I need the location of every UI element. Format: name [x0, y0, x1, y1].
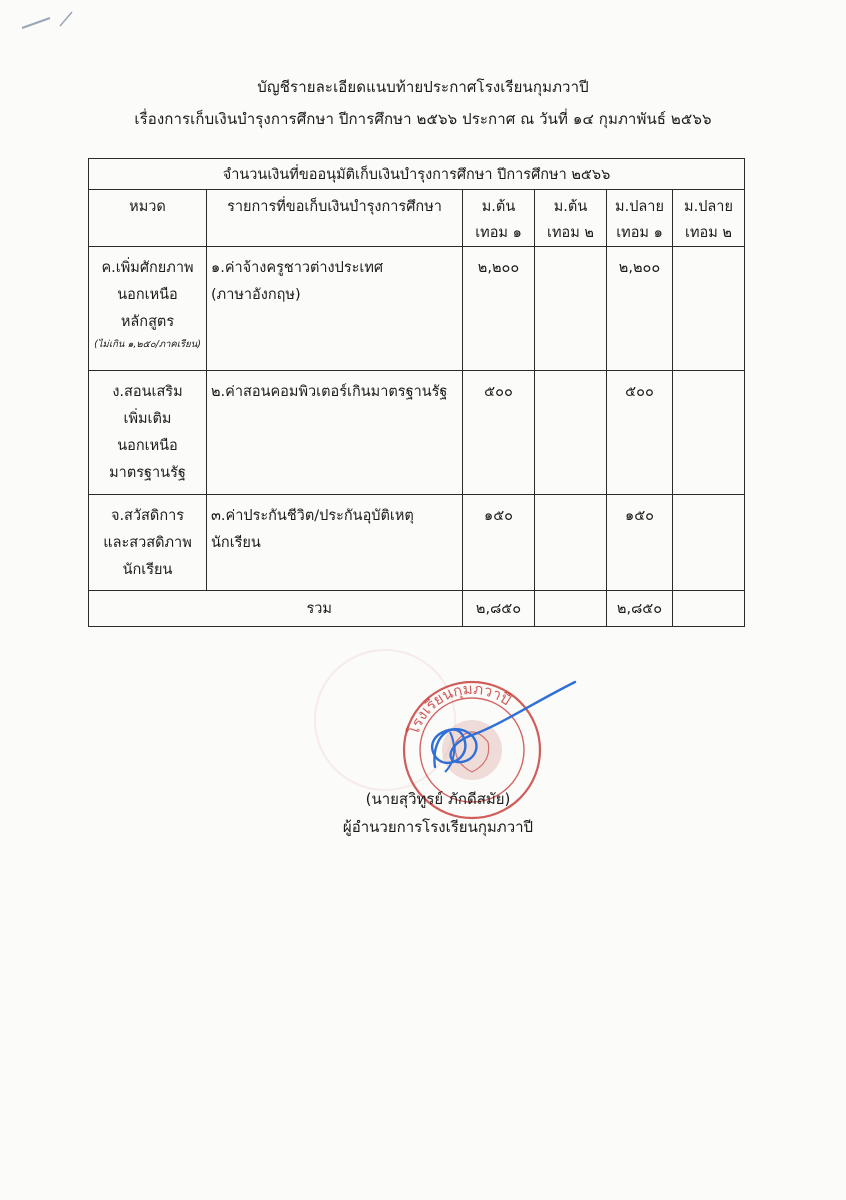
category-line: ง.สอนเสริม: [112, 384, 183, 400]
category-line: ค.เพิ่มศักยภาพ: [101, 260, 194, 276]
amount-lower-term1: ๒,๒๐๐: [463, 247, 535, 371]
header-upper-term2-level: ม.ปลาย: [684, 199, 733, 215]
amount-upper-term2: [673, 371, 745, 495]
table-caption: จำนวนเงินที่ขออนุมัติเก็บเงินบำรุงการศึกษา ปีการศึกษา ๒๕๖๖: [89, 159, 745, 190]
header-upper-term2: [673, 190, 745, 247]
category-line: นอกเหนือ: [117, 287, 178, 303]
table-row: [89, 495, 745, 591]
header-upper-term1-level: ม.ปลาย: [615, 199, 664, 215]
item-cell: [207, 371, 463, 495]
category-cell: [89, 371, 207, 495]
amount-upper-term1: ๕๐๐: [607, 371, 673, 495]
amount-upper-term1: ๒,๒๐๐: [607, 247, 673, 371]
header-upper-term1-term: เทอม ๑: [616, 225, 663, 241]
header-lower-term2-level: ม.ต้น: [553, 199, 588, 215]
table-row: [89, 247, 745, 371]
amount-lower-term1: ๕๐๐: [463, 371, 535, 495]
item-line: ๓.ค่าประกันชีวิต/ประกันอุบัติเหตุ: [211, 508, 414, 524]
total-lower-term1: ๒,๘๕๐: [463, 591, 535, 627]
header-lower-term1: [463, 190, 535, 247]
header-upper-term2-term: เทอม ๒: [685, 225, 732, 241]
header-lower-term2: [535, 190, 607, 247]
stamp-text: โรงเรียนกุมภวาปี: [404, 679, 515, 738]
header-upper-term1: [607, 190, 673, 247]
category-line: มาตรฐานรัฐ: [109, 465, 186, 481]
category-line: เพิ่มเติม: [123, 411, 172, 427]
amount-upper-term2: [673, 247, 745, 371]
item-line: นักเรียน: [211, 535, 261, 551]
header-lower-term2-term: เทอม ๒: [547, 225, 594, 241]
total-label: รวม: [89, 591, 463, 627]
item-line: (ภาษาอังกฤษ): [211, 287, 301, 303]
scan-mark-icon: [20, 8, 80, 38]
header-lower-term1-level: ม.ต้น: [481, 199, 516, 215]
item-cell: [207, 495, 463, 591]
amount-upper-term2: [673, 495, 745, 591]
document-subtitle: เรื่องการเก็บเงินบำรุงการศึกษา ปีการศึกษา ๒๕๖๖ ประกาศ ณ วันที่ ๑๔ กุมภาพันธ์ ๒๕๖๖: [134, 110, 712, 128]
amount-lower-term1: ๑๕๐: [463, 495, 535, 591]
document-title: บัญชีรายละเอียดแนบท้ายประกาศโรงเรียนกุมภวาปี: [257, 78, 589, 96]
fee-table: [88, 158, 745, 627]
signature-scribble-icon: [405, 672, 585, 792]
category-cell: [89, 247, 207, 371]
amount-lower-term2: [535, 247, 607, 371]
amount-lower-term2: [535, 371, 607, 495]
item-cell: [207, 247, 463, 371]
category-note: (ไม่เกิน ๑,๒๕๐/ภาคเรียน): [94, 339, 201, 350]
table-header-row: [89, 190, 745, 247]
signatory-position: ผู้อำนวยการโรงเรียนกุมภวาปี: [342, 818, 534, 836]
item-line: ๒.ค่าสอนคอมพิวเตอร์เกินมาตรฐานรัฐ: [211, 384, 448, 400]
header-item: รายการที่ขอเก็บเงินบำรุงการศึกษา: [207, 190, 463, 247]
amount-lower-term2: [535, 495, 607, 591]
table-caption-row: [89, 159, 745, 190]
header-lower-term1-term: เทอม ๑: [475, 225, 522, 241]
total-upper-term1: ๒,๘๕๐: [607, 591, 673, 627]
category-line: จ.สวัสดิการ: [110, 508, 185, 524]
category-line: หลักสูตร: [120, 314, 175, 330]
total-lower-term2: [535, 591, 607, 627]
amount-upper-term1: ๑๕๐: [607, 495, 673, 591]
category-line: นอกเหนือ: [117, 438, 178, 454]
signatory-name: (นายสุวิทูรย์ ภักดีสมัย): [365, 790, 511, 808]
total-upper-term2: [673, 591, 745, 627]
category-line: นักเรียน: [122, 562, 173, 578]
category-line: และสวสดิภาพ: [103, 535, 192, 551]
item-line: ๑.ค่าจ้างครูชาวต่างประเทศ: [211, 260, 384, 276]
table-row: [89, 371, 745, 495]
total-row: [89, 591, 745, 627]
category-cell: [89, 495, 207, 591]
header-category: หมวด: [89, 190, 207, 247]
